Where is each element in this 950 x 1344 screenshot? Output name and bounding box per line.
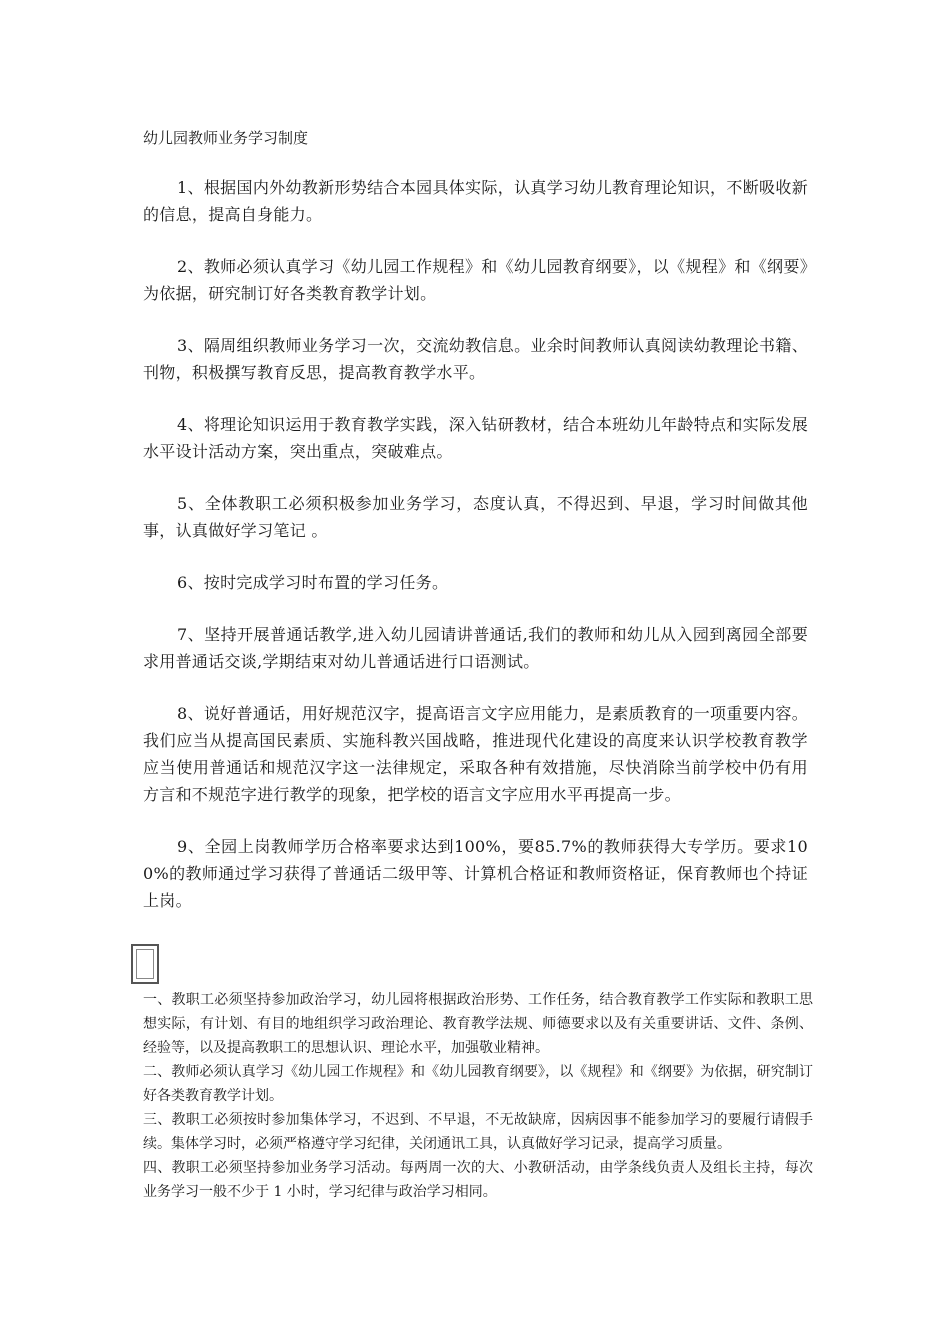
rule-paragraph-4: 4、将理论知识运用于教育教学实践，深入钻研教材，结合本班幼儿年龄特点和实际发展水平设计活动方案，突出重点，突破难点。: [143, 415, 808, 461]
study-rules-list: [143, 988, 813, 1204]
rule-paragraph-8: 8、说好普通话，用好规范汉字，提高语言文字应用能力，是素质教育的一项重要内容。我们应当从提高国民素质、实施科教兴国战略，推进现代化建设的高度来认识学校教育教学应当使用普通话和规范汉字这一法律规定，采取各种有效措施，尽快消除当前学校中仍有用方言和不规范字进行教学的现象，把学校的语言文字应用水平再提高一步。: [143, 704, 808, 804]
list-item-3: 三、教职工必须按时参加集体学习，不迟到、不早退，不无故缺席，因病因事不能参加学习的要履行请假手续。集体学习时，必须严格遵守学习纪律，关闭通讯工具，认真做好学习记录，提高学习质量。: [143, 1112, 813, 1152]
rule-paragraph-6: 6、按时完成学习时布置的学习任务。: [177, 573, 449, 592]
document-title: 幼儿园教师业务学习制度: [143, 129, 309, 147]
rule-paragraph-7: 7、坚持开展普通话教学,进入幼儿园请讲普通话,我们的教师和幼儿从入园到离园全部要求用普通话交谈,学期结束对幼儿普通话进行口语测试。: [143, 625, 808, 671]
list-item-4: 四、教职工必须坚持参加业务学习活动。每两周一次的大、小教研活动，由学条线负责人及组长主持，每次业务学习一般不少于 1 小时，学习纪律与政治学习相同。: [143, 1160, 813, 1200]
list-item-1: 一、教职工必须坚持参加政治学习，幼儿园将根据政治形势、工作任务，结合教育教学工作实际和教职工思想实际，有计划、有目的地组织学习政治理论、教育教学法规、师德要求以及有关重要讲话、文件、条例、经验等，以及提高教职工的思想认识、理论水平，加强敬业精神。: [143, 992, 813, 1056]
rule-paragraph-9: 9、全园上岗教师学历合格率要求达到100%，要85.7%的教师获得大专学历。要求100%的教师通过学习获得了普通话二级甲等、计算机合格证和教师资格证，保育教师也个持证上岗。: [143, 837, 808, 910]
rule-paragraph-5: 5、全体教职工必须积极参加业务学习，态度认真，不得迟到、早退，学习时间做其他事，认真做好学习笔记 。: [143, 494, 808, 540]
rule-paragraph-1: 1、根据国内外幼教新形势结合本园具体实际，认真学习幼儿教育理论知识，不断吸收新的信息，提高自身能力。: [143, 178, 808, 224]
rule-paragraph-3: 3、隔周组织教师业务学习一次，交流幼教信息。业余时间教师认真阅读幼教理论书籍、刊物，积极撰写教育反思，提高教育教学水平。: [143, 336, 808, 382]
image-placeholder-icon: [131, 944, 159, 984]
rule-paragraph-2: 2、教师必须认真学习《幼儿园工作规程》和《幼儿园教育纲要》，以《规程》和《纲要》为依据，研究制订好各类教育教学计划。: [143, 257, 808, 303]
rules-section: [143, 174, 808, 939]
list-item-2: 二、教师必须认真学习《幼儿园工作规程》和《幼儿园教育纲要》，以《规程》和《纲要》为依据，研究制订好各类教育教学计划。: [143, 1064, 813, 1104]
